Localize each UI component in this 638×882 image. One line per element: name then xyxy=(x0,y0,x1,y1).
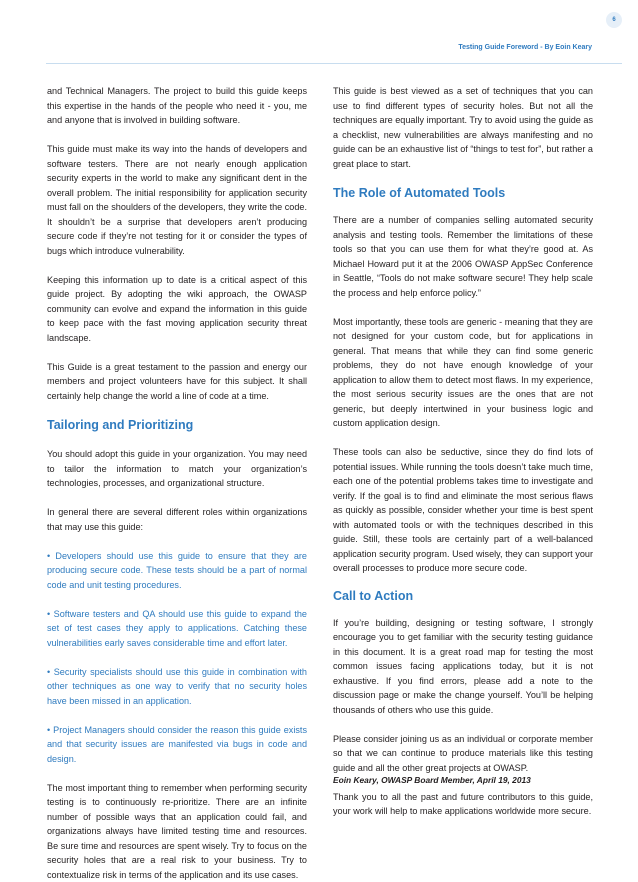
paragraph: Keeping this information up to date is a critical aspect of this guide project. By adopting the wiki approach, the OWASP community can evolve and expand the information in this guide to keep pace with the fast moving application security threat landscape. xyxy=(47,273,307,346)
left-column xyxy=(47,84,307,882)
paragraph: If you’re building, designing or testing software, I strongly encourage you to get familiar with the security testing guidance in this document. It is a great road map for testing the most common issues facing applications today, but it is not exhaustive. If you find errors, please add a note to the discussion page or make the change yourself. You’ll be helping thousands of others who use this guide. xyxy=(333,616,593,718)
paragraph: You should adopt this guide in your organization. You may need to tailor the information to match your organization’s technologies, processes, and organizational structure. xyxy=(47,447,307,491)
paragraph: The most important thing to remember when performing security testing is to continuously re-prioritize. There are an infinite number of possible ways that an application could fail, and organizations always have limited testing time and resources. Be sure time and resources are spent wisely. Try to focus on the security holes that are a real risk to your business. Try to contextualize risk in terms of the application and its use cases. xyxy=(47,781,307,882)
paragraph: There are a number of companies selling automated security analysis and testing tools. Remember the limitations of these tools so that you can use them for what they’re good at. As Michael Howard put it at the 2006 OWASP AppSec Conference in Seattle, “Tools do not make software secure! They help scale the process and help enforce policy.” xyxy=(333,213,593,300)
bullet-item: • Developers should use this guide to ensure that they are producing secure code. These tests should be a part of normal code and unit testing procedures. xyxy=(47,549,307,593)
paragraph: Most importantly, these tools are generic - meaning that they are not designed for your custom code, but for applications in general. That means that while they can find some generic problems, they do not have enough knowledge of your application to allow them to detect most flaws. In my experience, the most serious security issues are the ones that are not generic, but deeply intertwined in your business logic and custom application design. xyxy=(333,315,593,431)
paragraph: These tools can also be seductive, since they do find lots of potential issues. While running the tools doesn’t take much time, each one of the potential problems takes time to investigate and verify. If the goal is to find and eliminate the most serious flaws as quickly as possible, consider whether your time is best spent with automated tools or with the techniques described in this guide. Still, these tools are certainly part of a well-balanced application security program. Used wisely, they can support your overall processes to produce more secure code. xyxy=(333,445,593,576)
bullet-item: • Project Managers should consider the reason this guide exists and that security issues are manifested via bugs in code and design. xyxy=(47,723,307,767)
section-heading-tailoring: Tailoring and Prioritizing xyxy=(47,417,307,433)
bullet-item: • Security specialists should use this guide in combination with other techniques as one way to verify that no security holes have been missed in an application. xyxy=(47,665,307,709)
page-number: 6 xyxy=(606,12,622,28)
paragraph: Please consider joining us as an individual or corporate member so that we can continue to produce materials like this testing guide and all the other great projects at OWASP. xyxy=(333,732,593,776)
section-heading-automated-tools: The Role of Automated Tools xyxy=(333,185,593,201)
paragraph: This Guide is a great testament to the passion and energy our members and project volunteers have for this subject. It shall certainly help change the world a line of code at a time. xyxy=(47,360,307,404)
running-header: Testing Guide Foreword - By Eoin Keary xyxy=(458,44,592,51)
paragraph: This guide is best viewed as a set of techniques that you can use to find different types of security holes. But not all the techniques are equally important. Try to avoid using the guide as a checklist, new vulnerabilities are always manifesting and no guide can be an exhaustive list of “things to test for”, but rather a great place to start. xyxy=(333,84,593,171)
section-heading-call-to-action: Call to Action xyxy=(333,588,593,604)
paragraph: Thank you to all the past and future contributors to this guide, your work will help to make applications worldwide more secure. xyxy=(333,790,593,819)
paragraph: In general there are several different roles within organizations that may use this guide: xyxy=(47,505,307,534)
header-divider xyxy=(46,63,622,64)
paragraph: This guide must make its way into the hands of developers and software testers. There are not nearly enough application security experts in the world to make any significant dent in the overall problem. The initial responsibility for application security must fall on the shoulders of the developers, they write the code. It shouldn’t be a surprise that developers aren’t producing secure code if they’re not testing for it or consider the types of bugs which introduce vulnerability. xyxy=(47,142,307,258)
bullet-item: • Software testers and QA should use this guide to expand the set of test cases they apply to applications. Catching these vulnerabilities early saves considerable time and effort later. xyxy=(47,607,307,651)
author-signature-line: Eoin Keary, OWASP Board Member, April 19, 2013 xyxy=(333,775,531,785)
right-column xyxy=(333,84,593,819)
paragraph: and Technical Managers. The project to build this guide keeps this expertise in the hands of the people who need it - you, me and anyone that is involved in building software. xyxy=(47,84,307,128)
